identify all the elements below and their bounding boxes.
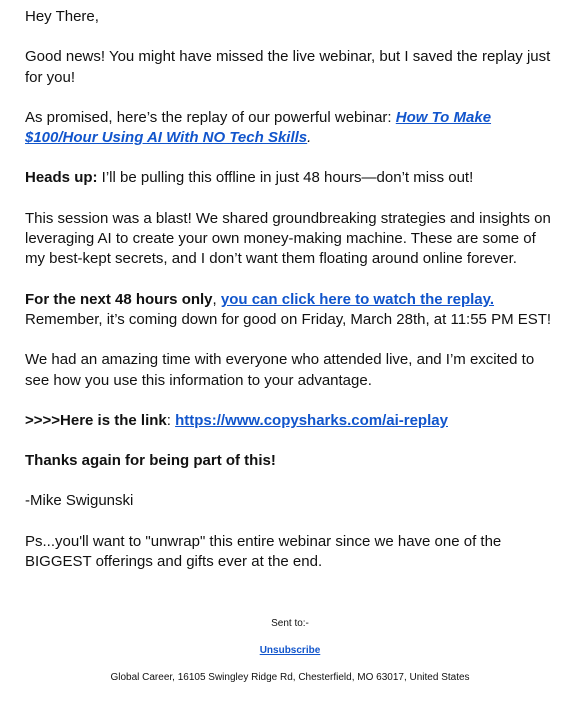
unsubscribe-link[interactable]: Unsubscribe <box>259 645 321 656</box>
webinar-title-link[interactable]: How To Make $100/Hour Using AI With NO Tech Skills <box>25 108 492 147</box>
next-48-comma: , <box>212 290 221 308</box>
paragraph-session: This session was a blast! We shared groundbreaking strategies and insights on leveraging AI to create your own money-making machine. These are some of my best-kept secrets, and I don’t want them floating around online forever. <box>25 209 551 268</box>
replay-url-link[interactable]: https://www.copysharks.com/ai-replay <box>175 411 448 429</box>
greeting: Hey There, <box>25 8 99 25</box>
paragraph-good-news: Good news! You might have missed the live webinar, but I saved the replay just for you! <box>25 48 551 86</box>
heads-up-text: I’ll be pulling this offline in just 48 hours—don’t miss out! <box>97 169 474 187</box>
paragraph-heads-up <box>25 168 555 188</box>
watch-replay-link[interactable]: you can click here to watch the replay. <box>220 290 495 308</box>
signature: -Mike Swigunski <box>25 492 134 510</box>
footer-sent-to: Sent to:- <box>271 618 309 629</box>
heads-up-label: Heads up: <box>25 169 98 187</box>
promised-text: As promised, here’s the replay of our powerful webinar: <box>25 108 396 126</box>
thanks-text: Thanks again for being part of this! <box>25 452 276 470</box>
paragraph-promised <box>25 108 555 149</box>
next-48-text: Remember, it’s coming down for good on Friday, March 28th, at 11:55 PM EST! <box>25 310 552 328</box>
next-48-hours-label: For the next 48 hours only <box>25 290 213 308</box>
paragraph-thanks <box>25 451 555 471</box>
promised-period: . <box>307 129 312 147</box>
footer-address: Global Career, 16105 Swingley Ridge Rd, Chesterfield, MO 63017, United States <box>110 672 470 683</box>
here-is-link-label: >>>>Here is the link <box>25 411 167 429</box>
here-is-link-colon: : <box>166 411 176 429</box>
paragraph-here-is-link <box>25 411 555 431</box>
paragraph-ps: Ps...you'll want to "unwrap" this entire webinar since we have one of the BIGGEST offerings and gifts ever at the end. <box>25 532 502 571</box>
footer-unsubscribe-row <box>0 645 580 656</box>
paragraph-next-48-hours <box>25 290 555 331</box>
paragraph-amazing-time: We had an amazing time with everyone who attended live, and I’m excited to see how you use this information to your advantage. <box>25 351 535 389</box>
